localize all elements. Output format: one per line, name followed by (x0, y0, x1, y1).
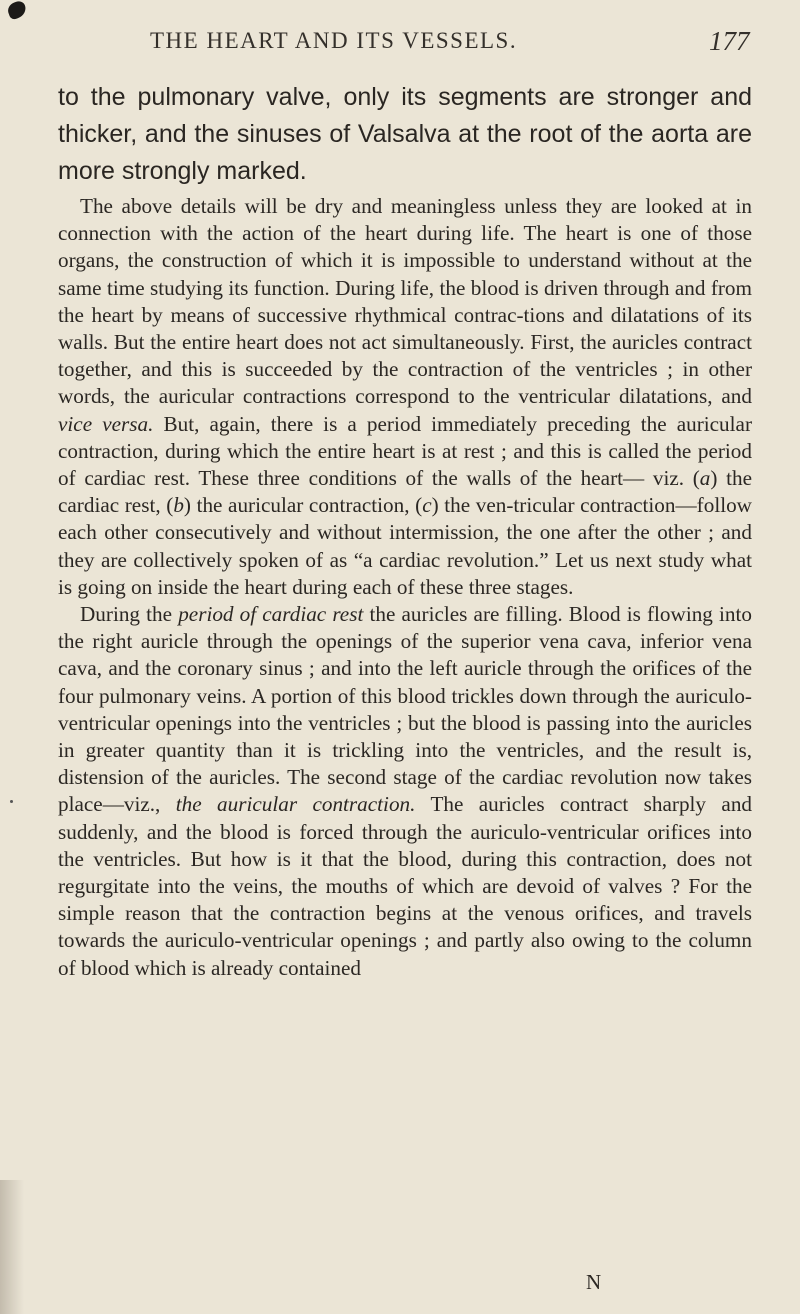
lead-paragraph: to the pulmonary valve, only its segments are stronger and thicker, and the sinuses of Valsalva at the root of the aorta are more strongly marked. (58, 83, 752, 185)
body-text (58, 79, 752, 982)
text-run: During the (80, 602, 179, 627)
italic-run: c (422, 493, 432, 518)
text-run: ) the ven-tricular contraction—follow each other consecutively and without intermission, the one after the other ; and they are collectively spoken of as “a cardiac revolution.” Let us next study what is going on inside the heart during each of these three stages. (58, 493, 752, 599)
text-run: But, again, there is a period immediately preceding the auricular contraction, during which the entire heart is at rest ; and this is called the period of cardiac rest. These three conditions of the walls of the heart— viz. ( (58, 411, 752, 491)
signature-mark: N (586, 1270, 602, 1294)
margin-dot (10, 800, 13, 803)
italic-run: period of cardiac rest (178, 602, 364, 627)
text-run: ) the cardiac rest, ( (58, 466, 753, 518)
italic-run: the auricular contraction. (175, 792, 416, 817)
italic-run: vice versa. (58, 411, 154, 436)
italic-run: b (173, 493, 184, 518)
page-number: 177 (709, 26, 750, 56)
italic-run: a (699, 466, 711, 491)
text-run: The auricles contract sharply and suddenly, and the blood is forced through the auriculo-ventricular orifices into the ventricles. But how is it that the blood, during this contraction, does not regurgitate into the veins, the mouths of which are devoid of valves ? For the simple reason that the contraction begins at the venous orifices, and travels towards the auriculo-ventricular openings ; and partly also owing to the column of blood which is already contained (58, 792, 753, 980)
text-run: The above details will be dry and meaningless unless they are looked at in connection with the action of the heart during life. The heart is one of those organs, the construction of which it is impossible to understand without at the same time studying its function. During life, the blood is driven through and from the heart by means of successive rhythmical contrac-tions and dilatations of its walls. But the entire heart does not act simultaneously. First, the auricles contract together, and this is succeeded by the contraction of the ventricles ; in other words, the auricular contractions correspond to the ventricular dilatations, and (58, 194, 752, 409)
running-title: THE HEART AND ITS VESSELS. (150, 28, 518, 53)
ink-blot-mark (6, 0, 28, 21)
gutter-shadow (0, 1180, 24, 1314)
text-run: the auricles are filling. Blood is flowing into the right auricle through the openings of the superior vena cava, inferior vena cava, and the coronary sinus ; and into the left auricle through the orifices of the four pulmonary veins. A portion of this blood trickles down through the auriculo-ventricular openings into the ventricles ; but the blood is passing into the auricles in greater quantity than it is trickling into the ventricles, and the result is, distension of the auricles. The second stage of the cardiac revolution now takes place—viz., (58, 602, 752, 817)
running-head (0, 26, 800, 62)
text-run: ) the auricular contraction, ( (183, 493, 423, 518)
paragraph-cardiac-revolution (58, 193, 752, 601)
paragraph-cardiac-rest (58, 601, 752, 982)
